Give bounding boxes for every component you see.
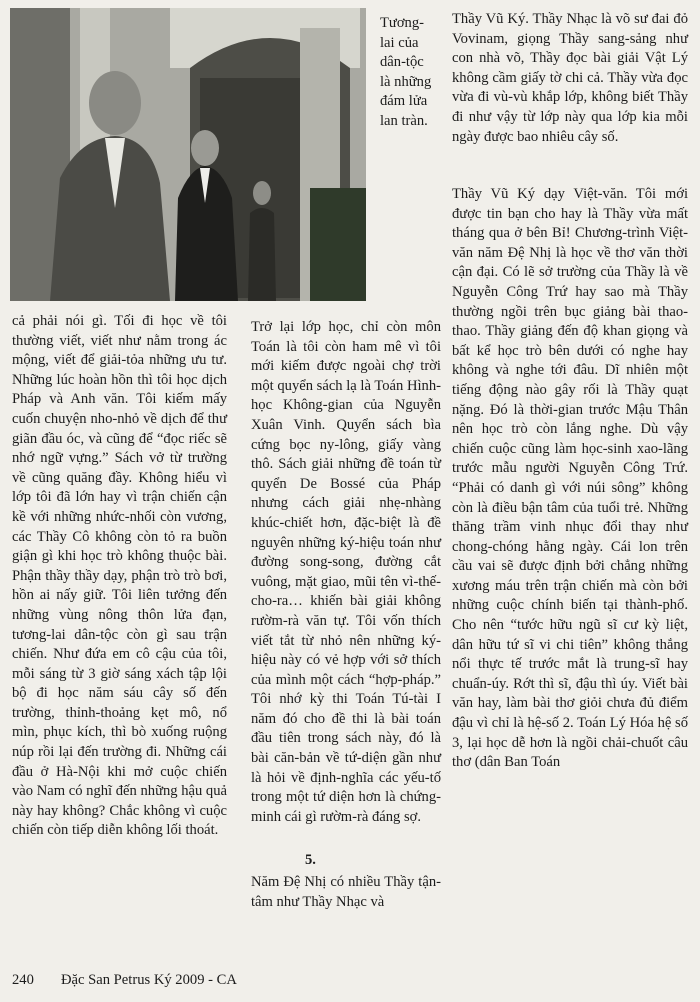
paragraph-middle-column: Trở lại lớp học, chỉ còn môn Toán là tôi còn ham mê vì tôi mới kiếm được ngoài chợ trời một quyển sách lạ là Toán Hình-học Không-gian của Nguyễn Xuân Vinh. Quyển sách bìa cứng bọc ny-lông, giấy vàng thô. Sách giải những đề toán từ quyển De Bossé của Pháp nhưng cách giải nhẹ-nhàng khúc-chiết hơn, đặc-biệt là đề nguyên những ký-hiệu toán như đường song-song, đường cắt vuông, mặt giao, mũi tên vì-thế-cho-ra… khiến bài giải không rườm-rà văn tự. Tôi vốn thích viết tắt từ nhỏ nên những ký-hiệu này có vẻ hợp với sở thích của mình một cách “hợp-pháp.” Tôi nhớ kỳ thi Toán Tú-tài I năm đó cho đề thi là bài toán đầu tiên trong sách này, đó là bài căn-bản về tứ-diện gần như là hỏi về định-nghĩa các yếu-tố trong một tứ diện hơn là chứng-minh cái gì rườm-rà đáng sợ. xyxy=(251,319,442,825)
page-number: 240 xyxy=(12,972,34,988)
publication-title: Đặc San Petrus Ký 2009 - CA xyxy=(61,972,237,988)
paragraph-right-column-2: Thầy Vũ Ký dạy Việt-văn. Tôi mới được tin bạn cho hay là Thầy vừa mất tháng qua ở bên Bỉ! Chương-trình Việt-văn năm Đệ Nhị là học về thơ văn thời cận đại. Có lẽ sở trường của Thầy là về Nguyễn Công Trứ hay sao mà Thầy thường ngồi trên bục giảng bài thao-thao. Thầy giảng đến độ khan giọng và bất kể học trò bên dưới có nghe hay không và nghe tới đâu. Dĩ nhiên một tiếng động nào gây rối là Thầy quạt nặng. Đó là thời-gian trước Mậu Thân nên học trò còn lắng nghe. Dù vậy chiến cuộc cũng làm học-sinh xao-lãng trước mẫu người Nguyễn Công Trứ. “Phải có danh gì với núi sông” không còn là điều bận tâm của tuổi trẻ. Những thăng trầm vinh nhục đổi thay như chong-chóng hằng ngày. Cái lon trên cầu vai sẽ được định bởi chẳng những xương máu trên trận chiến mà còn bởi những cuộc chính biến tại thành-phố. Cho nên “tước hữu ngũ sĩ cư kỳ liệt, dân hữu tứ sĩ vi chi tiên” không thắng nổi thực tế trước mắt là trung-sĩ hay chuẩn-úy. Rớt thì sĩ, đậu thì úy. Viết bài văn hay, làm bài thơ giỏi chưa đủ điểm đậu vì chỉ là hệ-số 2. Toán Lý Hóa hệ số 3, lại học dễ hơn là ngồi chải-chuốt câu thơ (dân Ban Toán xyxy=(452,186,688,771)
caption-quote: Tương- lai của dân-tộc là những đám lửa lan tràn. xyxy=(380,15,432,129)
section-number: 5. xyxy=(305,852,316,868)
paragraph-right-column-1: Thầy Vũ Ký. Thầy Nhạc là võ sư đai đỏ Vovinam, giọng Thầy sang-sảng như con nhà võ, Thầy đọc bài giải Vật Lý không cầm giấy tờ chi cả. Thầy vừa đọc vừa đi vù-vù khắp lớp, không biết Thầy đi như vậy từ lớp này qua lớp kia mỗi ngày được bao nhiêu cây số. xyxy=(452,11,688,145)
historical-photo xyxy=(10,8,366,301)
paragraph-middle-column-2: Năm Đệ Nhị có nhiều Thầy tận-tâm như Thầy Nhạc và xyxy=(251,874,441,910)
paragraph-left-column: cả phải nói gì. Tối đi học về tôi thường viết, viết như nằm trong ác mộng, viết để giải-tỏa những ưu tư. Những lúc hoàn hồn thì tôi học dịch Pháp và Anh văn. Tôi kiếm mấy cuốn chuyện nho-nhỏ về dịch để thư giãn đầu óc, và cũng để “đọc riếc sẽ nhớ ngữ vựng.” Sách vở từ trường về cũng quăng đầy. Không hiểu vì lớp tôi đã lớn hay vì trận chiến cận kề với những nhức-nhối còn vương, các Thầy Cô không còn tỏ ra buồn giận gì khi học trò không thuộc bài. Phận thầy thầy dạy, phận trò trò bơi, hồn ai nấy giữ. Tôi liên tưởng đến những vùng nông thôn lửa đạn, tương-lai dân-tộc còn gì sau trận chiến. Như đứa em cô cậu của tôi, mỗi sáng từ 3 giờ sáng xách tập lội bộ đi học năm sáu cây số đến trường, thỉnh-thoảng kẹt mô, nổ mìn, phục kích, thì bò xuống ruộng núp rồi lại đến trường đi. Những cái đầu ở Hà-Nội khi mở cuộc chiến vào Nam có nghĩ đến những hậu quả này hay không? Chắc không vì cuộc chiến còn tiếp diễn không lối thoát. xyxy=(12,313,228,839)
photo-of-men-in-hallway-icon xyxy=(10,8,366,301)
